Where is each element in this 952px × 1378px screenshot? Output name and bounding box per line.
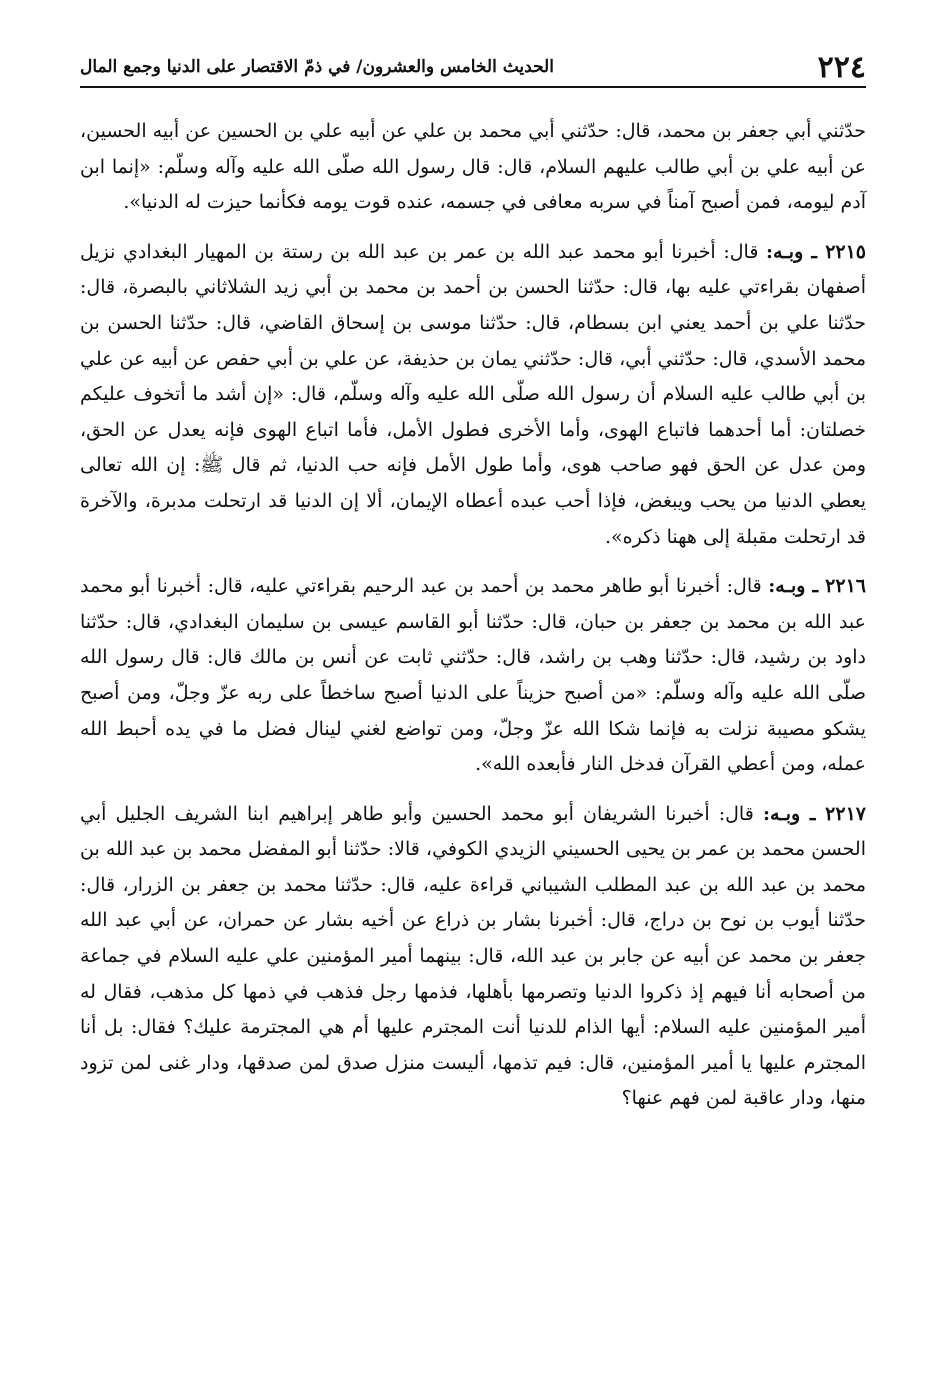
page-header	[80, 48, 866, 88]
hadith-2217	[80, 797, 866, 1117]
running-title: الحديث الخامس والعشرون/ في ذمّ الاقتصار على الدنيا وجمع المال	[80, 57, 554, 77]
page-body	[80, 114, 866, 1131]
header-rule	[80, 86, 866, 88]
hadith-number: ٢٢١٦ ـ وبـه:	[768, 575, 866, 598]
hadith-2215	[80, 235, 866, 555]
paragraph-text: قال: أخبرنا أبو محمد عبد الله بن عمر بن عبد الله بن رستة بن المهيار البغدادي نزيل أصفهان بقراءتي عليه بها، قال: حدّثنا الحسن بن أحمد بن محمد بن أبي زيد الشلاثاني بالبصرة، قال: حدّثنا علي بن أحمد يعني ابن بسطام، قال: حدّثنا موسى بن إسحاق القاضي، قال: حدّثنا الحسن بن محمد الأسدي، قال: حدّثني أبي، قال: حدّثني يمان بن حذيفة، عن علي بن أبي حفص عن أبيه عن علي بن أبي طالب عليه السلام أن رسول الله صلّى الله عليه وآله وسلّم، قال: «إن أشد ما أتخوف عليكم خصلتان: أما أحدهما فاتباع الهوى، وأما الأخرى فطول الأمل، فأما اتباع الهوى فإنه يعدل عن الحق، ومن عدل عن الحق فهو صاحب هوى، وأما طول الأمل فإنه حب الدنيا، ثم قال ﷺ: إن الله تعالى يعطي الدنيا من يحب ويبغض، فإذا أحب عبده أعطاه الإيمان، ألا إن الدنيا قد ارتحلت مدبرة، والآخرة قد ارتحلت مقبلة إلى ههنا ذكره».	[80, 240, 866, 548]
paragraph-text: قال: أخبرنا الشريفان أبو محمد الحسين وأبو طاهر إبراهيم ابنا الشريف الجليل أبي الحسن محمد بن عمر بن يحيى الحسيني الزيدي الكوفي، قالا: حدّثنا أبو المفضل محمد بن عبد الله بن محمد بن عبد الله بن عبد المطلب الشيباني قراءة عليه، قال: حدّثنا محمد بن جعفر بن الزرار، قال: حدّثنا أيوب بن نوح بن دراج، قال: أخبرنا بشار بن ذراع عن أخيه بشار عن حمران، عن أبي عبد الله جعفر بن محمد عن أبيه عن جابر بن عبد الله، قال: بينهما أمير المؤمنين علي عليه السلام في جماعة من أصحابه أنا فيهم إذ ذكروا الدنيا وتصرمها بأهلها، فذمها رجل فذهب في ذمها كل مذهب، فقال له أمير المؤمنين عليه السلام: أيها الذام للدنيا أنت المجترم عليها أم هي المجترمة عليك؟ فقال: بل أنا المجترم عليها يا أمير المؤمنين، قال: فيم تذمها، أليست منزل صدق لمن صدقها، ودار غنى لمن تزود منها، ودار عاقبة لمن فهم عنها؟	[80, 802, 866, 1110]
hadith-number: ٢٢١٧ ـ وبـه:	[762, 802, 866, 825]
hadith-number: ٢٢١٥ ـ وبـه:	[766, 240, 867, 263]
paragraph-text: قال: أخبرنا أبو طاهر محمد بن أحمد بن عبد الرحيم بقراءتي عليه، قال: أخبرنا أبو محمد عبد الله بن محمد بن جعفر بن حبان، قال: حدّثنا أبو القاسم عيسى بن سليمان البغدادي، قال: حدّثنا داود بن رشيد، قال: حدّثنا وهب بن راشد، قال: حدّثني ثابت عن أنس بن مالك قال: قال رسول الله صلّى الله عليه وآله وسلّم: «من أصبح حزيناً على الدنيا أصبح ساخطاً على ربه عزّ وجلّ، ومن أصبح يشكو مصيبة نزلت به فإنما شكا الله عزّ وجلّ، ومن تواضع لغني لينال فضل ما في يده أحبط الله عمله، ومن أعطي القرآن فدخل النار فأبعده الله».	[80, 575, 866, 776]
paragraph-continuation	[80, 114, 866, 221]
page-number: ٢٢٤	[817, 50, 866, 85]
paragraph-text: حدّثني أبي جعفر بن محمد، قال: حدّثني أبي محمد بن علي عن أبيه علي بن الحسين عن أبيه الحسين، عن أبيه علي بن أبي طالب عليهم السلام، قال: قال رسول الله صلّى الله عليه وآله وسلّم: «إنما ابن آدم ليومه، فمن أصبح آمناً في سربه معافى في جسمه، عنده قوت يومه فكأنما حيزت له الدنيا».	[80, 120, 866, 214]
hadith-2216	[80, 569, 866, 783]
